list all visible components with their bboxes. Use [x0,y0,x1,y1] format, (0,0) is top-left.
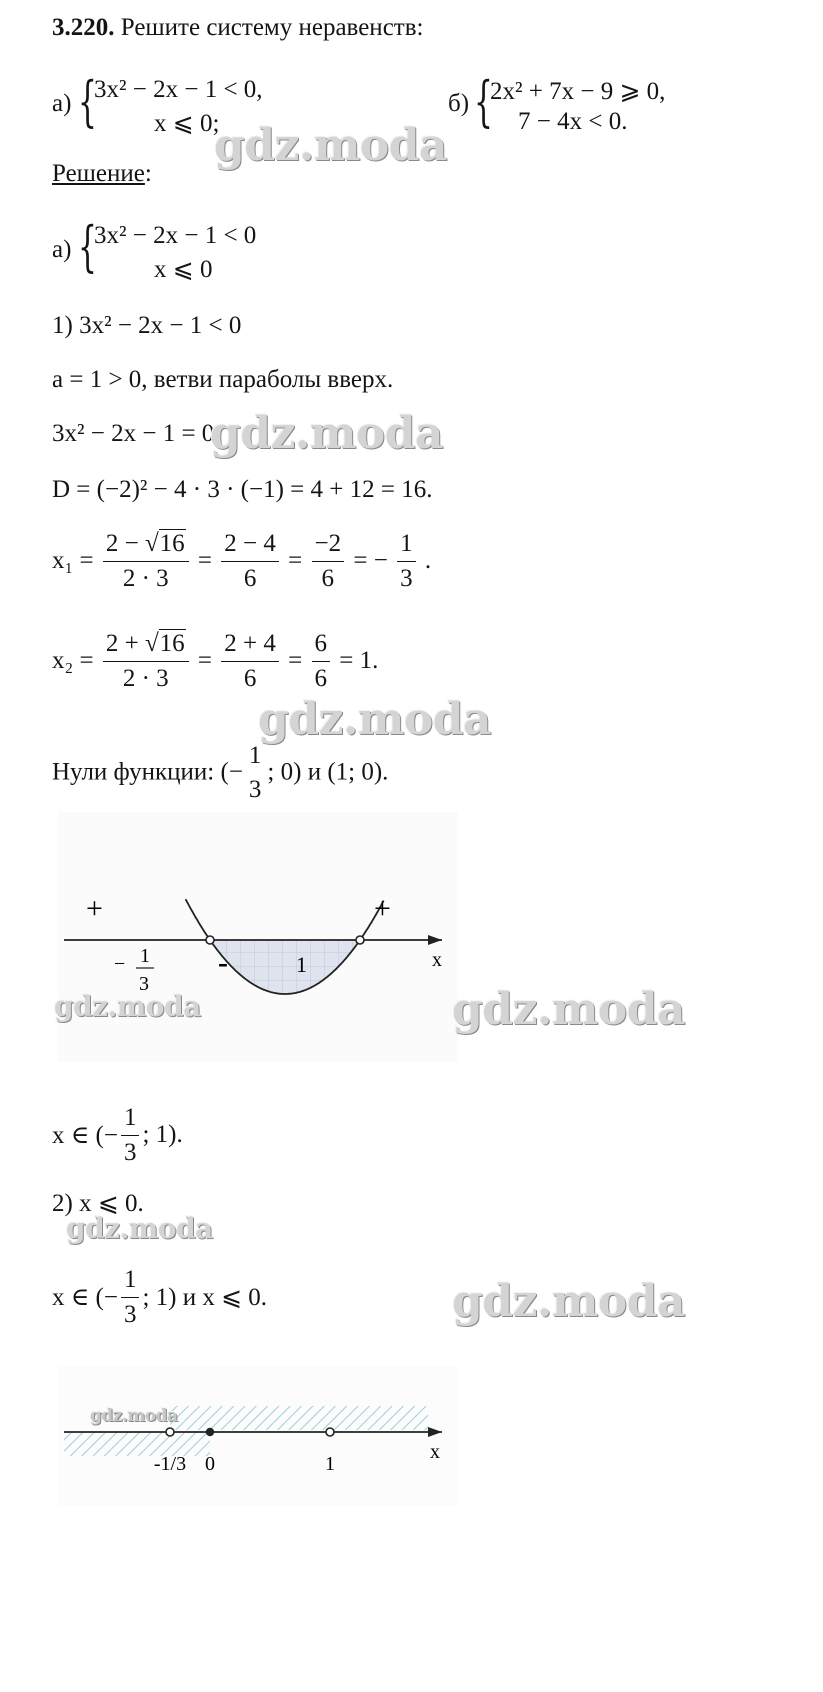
root1-sign: − [114,953,126,975]
combined-fraction: $\frac{1}{3}$ [121,1266,140,1328]
axis-label-x: x [432,949,442,971]
watermark: gdz.moda [452,984,686,1035]
root-x1: x₁ = $\frac{2 - √16}{2 \cdot 3}$ = $\frac{2 - 4}{6}$ = $\frac{-2}{6}$ = − $\frac{1}{3}$ . [52,530,432,592]
solution-heading-text: Решение [52,160,145,187]
number-line-graph [58,1366,458,1506]
function-zeros: Нули функции: (− 1 3 ; 0) и (1; 0). [52,742,389,803]
root1-num: 1 [140,945,150,967]
part-b-line1: 2x² + 7x − 9 ⩾ 0, [490,78,666,105]
watermark: gdz.moda [214,120,448,171]
hatch-above-axis [170,1406,428,1430]
x1-fraction-3: $\frac{-2}{6}$ [312,530,345,592]
point-zero [206,1429,213,1436]
problem-header [52,14,423,42]
zeros-fraction: 1 3 [248,742,262,803]
root2-label: 1 [296,952,307,977]
x1-lhs: x₁ = [52,547,94,574]
label-minus-one-third: -1/3 [153,1453,187,1475]
x1-fraction-4: $\frac{1}{3}$ [397,530,416,592]
plus-sign-right: + [374,892,391,925]
root-point-2 [356,936,364,944]
brace-b: { [474,70,493,133]
combined-condition: x ∈ (− $\frac{1}{3}$ ; 1) и x ⩽ 0. [52,1266,268,1328]
solution-sys-line1: 3x² − 2x − 1 < 0 [94,222,257,249]
step1: 1) 3x² − 2x − 1 < 0 [52,312,242,339]
plus-sign-left: + [86,892,103,925]
brace-a: { [78,70,97,133]
watermark: gdz.moda [66,1212,213,1245]
part-a-label: а) [52,90,72,117]
leading-coefficient: а = 1 > 0, ветви параболы вверх. [52,366,394,393]
x2-fraction-2: $\frac{2 + 4}{6}$ [221,630,279,692]
problem-number: 3.220. [52,14,115,41]
x1-fraction-1: $\frac{2 - √16}{2 \cdot 3}$ [103,530,189,592]
x2-fraction-3: $\frac{6}{6}$ [312,630,331,692]
part-a-line1: 3x² − 2x − 1 < 0, [94,76,263,103]
x2-lhs: x₂ = [52,647,94,674]
x2-fraction-1: $\frac{2 + √16}{2 \cdot 3}$ [103,630,189,692]
solution-heading-colon: : [144,160,152,187]
sqrt-16: 16 [159,530,185,557]
part-b-line2: 7 − 4x < 0. [518,108,628,135]
root1-den: 3 [139,973,149,995]
watermark: gdz.moda [90,1406,178,1426]
label-one: 1 [325,1453,335,1475]
x1-fraction-2: $\frac{2 - 4}{6}$ [221,530,279,592]
watermark: gdz.moda [258,694,492,745]
solution-brace: { [78,215,97,278]
sqrt-16: 16 [159,630,185,657]
point-one [326,1428,334,1436]
watermark: gdz.moda [54,990,201,1023]
axis-label-x: x [430,1441,440,1463]
step2: 2) x ⩽ 0. [52,1190,144,1217]
part-b-label: б) [448,90,470,117]
minus-sign: - [218,946,228,979]
solution-sys-label: а) [52,236,72,263]
interval1-fraction: $\frac{1}{3}$ [121,1104,140,1166]
discriminant: D = (−2)² − 4 · 3 · (−1) = 4 + 12 = 16. [52,476,433,503]
interval-1: x ∈ (− $\frac{1}{3}$ ; 1). [52,1104,183,1166]
part-a-line2: x ⩽ 0; [154,110,220,137]
root-point-1 [206,936,214,944]
quadratic-equation: 3x² − 2x − 1 = 0 [52,420,215,447]
graph-background [58,812,458,1062]
point-minus-one-third [166,1428,174,1436]
root-x2: x₂ = $\frac{2 + √16}{2 \cdot 3}$ = $\frac{2 + 4}{6}$ = $\frac{6}{6}$ = 1. [52,630,379,692]
solution-heading [52,160,152,188]
parabola-graph [58,812,458,1062]
label-zero: 0 [204,1453,215,1475]
solution-sys-line2: x ⩽ 0 [154,256,213,283]
watermark: gdz.moda [210,408,444,459]
hatch-below-axis [64,1432,210,1456]
watermark: gdz.moda [452,1276,686,1327]
problem-statement: Решите систему неравенств: [120,14,424,41]
